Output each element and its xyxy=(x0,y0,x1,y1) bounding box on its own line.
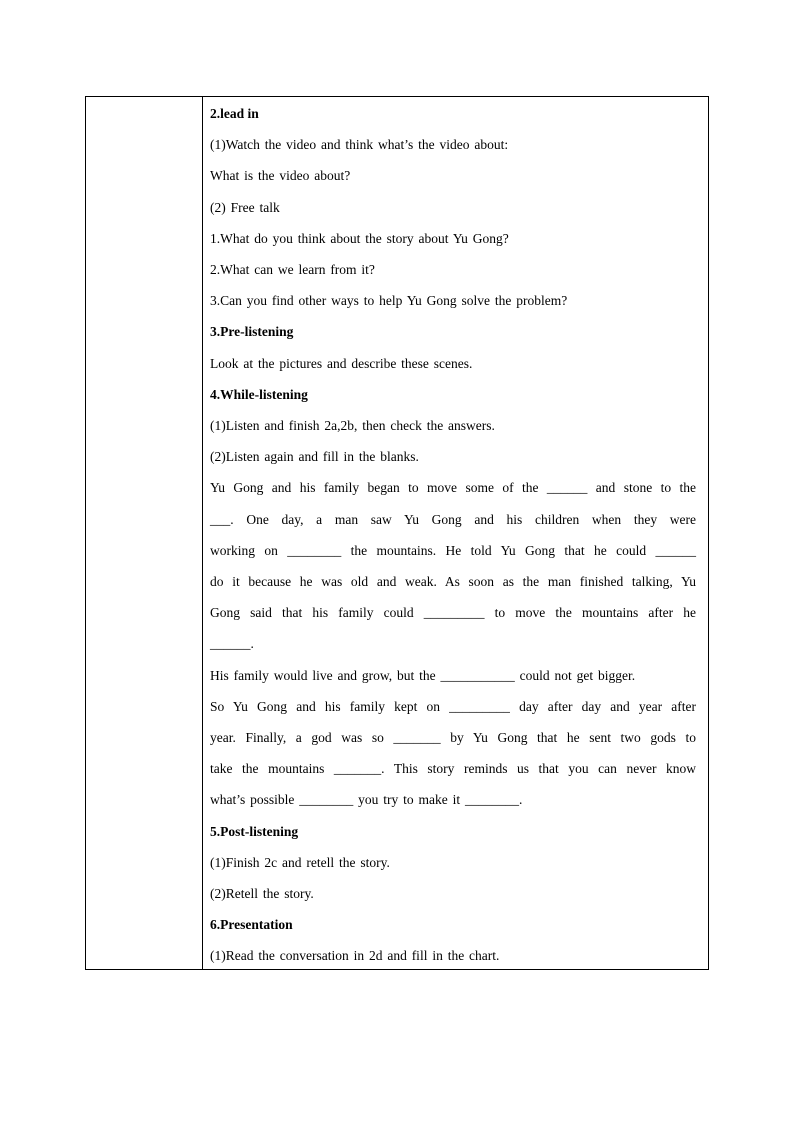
section-heading: 4.While-listening xyxy=(210,386,308,402)
section-heading: 2.lead in xyxy=(210,106,259,121)
lesson-content-cell xyxy=(203,97,708,969)
text-line: what’s possible ________ you try to make it ________. xyxy=(210,792,523,808)
text-line: Gong said that his family could _________ to move the mountains after he xyxy=(210,605,696,621)
text-line: 3.Can you find other ways to help Yu Gong solve the problem? xyxy=(210,293,568,309)
section-heading: 3.Pre-listening xyxy=(210,324,294,340)
text-line: So Yu Gong and his family kept on _________ day after day and year after xyxy=(210,698,696,714)
text-line: (2)Retell the story. xyxy=(210,886,314,901)
text-line: ___. One day, a man saw Yu Gong and his children when they were xyxy=(210,511,696,527)
text-line: do it because he was old and weak. As soon as the man finished talking, Yu xyxy=(210,574,696,589)
text-line: (1)Finish 2c and retell the story. xyxy=(210,854,390,870)
section-heading: 5.Post-listening xyxy=(210,823,299,839)
text-line: take the mountains _______. This story reminds us that you can never know xyxy=(210,761,696,777)
text-line: Yu Gong and his family began to move some of the ______ and stone to the xyxy=(210,480,696,496)
text-line: His family would live and grow, but the ___________ could not get bigger. xyxy=(210,667,636,683)
text-line: (1)Read the conversation in 2d and fill in the chart. xyxy=(210,948,500,964)
lesson-table xyxy=(85,96,709,970)
text-line: What is the video about? xyxy=(210,168,351,184)
text-line: (1)Listen and finish 2a,2b, then check the answers. xyxy=(210,418,495,433)
text-line: 1.What do you think about the story about Yu Gong? xyxy=(210,230,509,246)
left-column-cell xyxy=(86,97,203,969)
text-line: Look at the pictures and describe these scenes. xyxy=(210,355,473,371)
text-line: year. Finally, a god was so _______ by Yu Gong that he sent two gods to xyxy=(210,730,696,745)
text-line: 2.What can we learn from it? xyxy=(210,262,375,277)
text-line: ______. xyxy=(210,636,254,652)
text-line: (1)Watch the video and think what’s the video about: xyxy=(210,137,509,153)
section-heading: 6.Presentation xyxy=(210,917,293,933)
text-line: working on ________ the mountains. He told Yu Gong that he could ______ xyxy=(210,542,696,558)
text-line: (2) Free talk xyxy=(210,199,280,215)
text-line: (2)Listen again and fill in the blanks. xyxy=(210,449,419,465)
